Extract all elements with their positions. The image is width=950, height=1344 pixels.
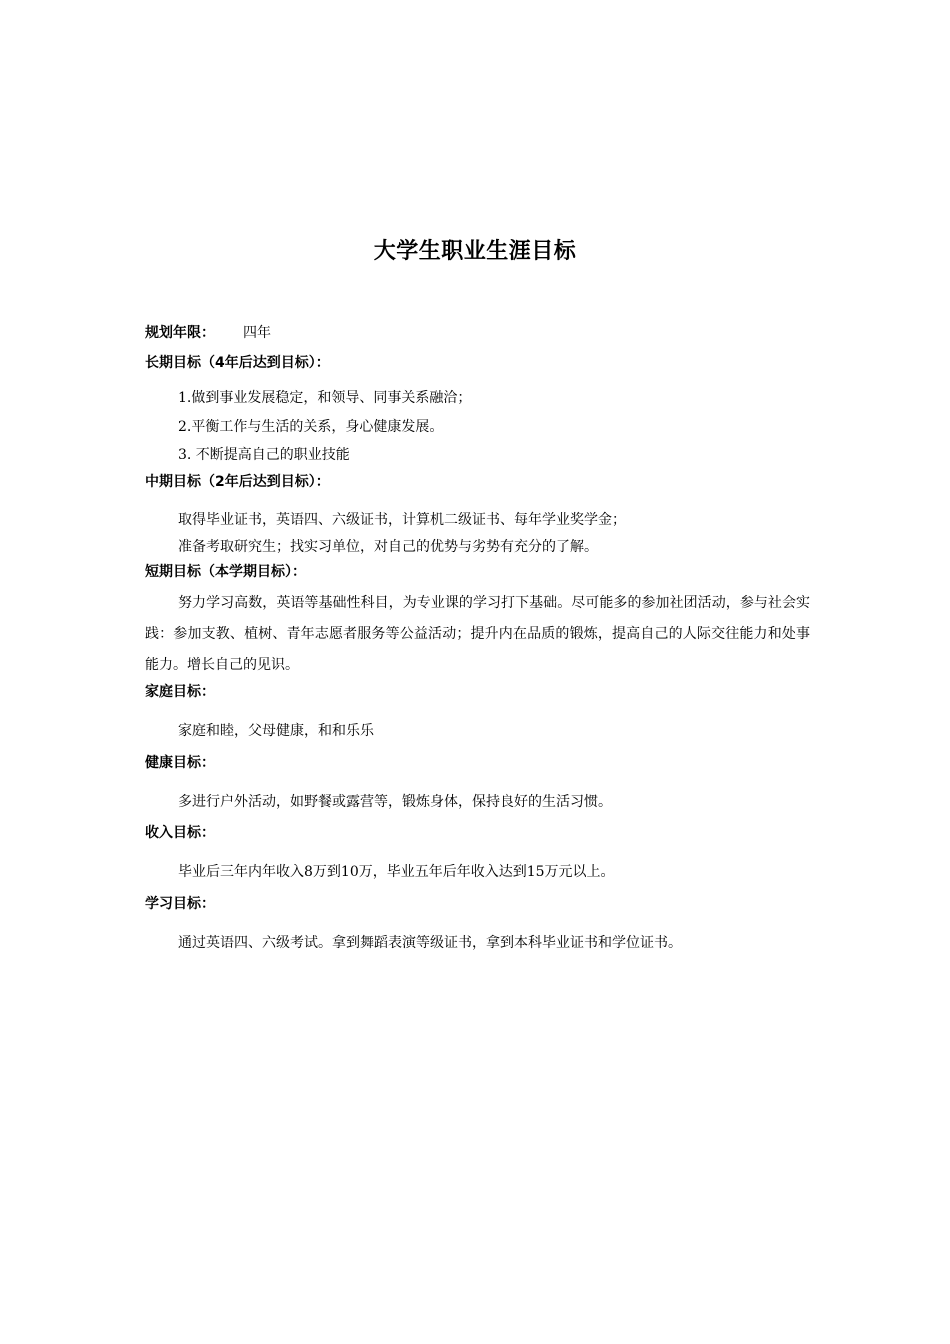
short-term-heading: 短期目标（本学期目标）： (145, 564, 306, 580)
health-paragraph: 多进行户外活动，如野餐或露营等，锻炼身体，保持良好的生活习惯。 (178, 793, 612, 810)
document-body (145, 318, 810, 957)
study-heading: 学习目标： (145, 895, 215, 912)
health-heading: 健康目标： (145, 754, 215, 771)
plan-period-label: 规划年限： (145, 325, 215, 341)
long-term-item: 2.平衡工作与生活的关系，身心健康发展。 (178, 418, 444, 435)
mid-term-heading: 中期目标（2年后达到目标）： (145, 473, 330, 490)
income-paragraph: 毕业后三年内年收入8万到10万，毕业五年后年收入达到15万元以上。 (178, 864, 615, 880)
study-paragraph: 通过英语四、六级考试。拿到舞蹈表演等级证书，拿到本科毕业证书和学位证书。 (178, 934, 682, 951)
income-heading: 收入目标： (145, 825, 215, 841)
long-term-item: 1.做到事业发展稳定，和领导、同事关系融洽； (178, 390, 472, 406)
mid-term-paragraph: 取得毕业证书，英语四、六级证书，计算机二级证书、每年学业奖学金； (178, 511, 626, 528)
long-term-heading: 长期目标（4年后达到目标）： (145, 355, 330, 371)
document-title: 大学生职业生涯目标 (373, 239, 577, 264)
family-paragraph: 家庭和睦，父母健康，和和乐乐 (178, 723, 374, 739)
family-heading: 家庭目标： (145, 684, 215, 700)
short-term-paragraph: 努力学习高数，英语等基础性科目，为专业课的学习打下基础。尽可能多的参加社团活动，参与社会实践：参加支教、植树、青年志愿者服务等公益活动；提升内在品质的锻炼，提高自己的人际交往能力和处事能力。增长自己的见识。 (145, 595, 810, 673)
long-term-item: 3. 不断提高自己的职业技能 (178, 447, 350, 463)
mid-term-paragraph: 准备考取研究生；找实习单位，对自己的优势与劣势有充分的了解。 (178, 539, 598, 555)
plan-period-value: 四年 (243, 325, 271, 341)
plan-period-row (145, 318, 810, 348)
